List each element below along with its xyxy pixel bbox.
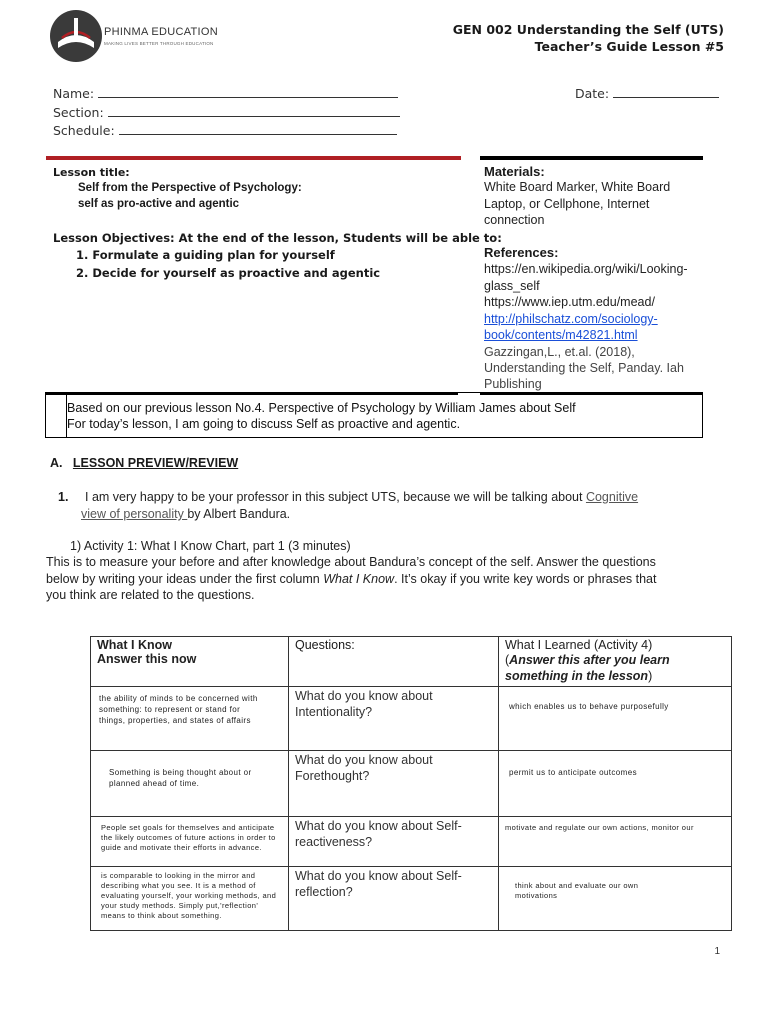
schedule-label: Schedule: xyxy=(53,123,115,138)
table-row xyxy=(91,687,732,751)
lesson-title-line2: self as pro-active and agentic xyxy=(78,198,240,210)
header-questions: Questions: xyxy=(289,637,499,687)
learned-cell[interactable] xyxy=(499,867,732,931)
intro-box-divider xyxy=(66,392,67,438)
learned-answer: permit us to anticipate outcomes xyxy=(509,768,637,777)
reference-wiki-line1[interactable]: https://en.wikipedia.org/wiki/Looking- xyxy=(484,262,688,276)
question-text: What do you know about Forethought? xyxy=(295,753,433,783)
know-answer: People set goals for themselves and anticipate the likely outcomes of future actions in order to guide and motivate their efforts in advance. xyxy=(101,823,276,852)
materials-line: connection xyxy=(484,213,545,227)
question-cell xyxy=(289,867,499,931)
table-row xyxy=(91,751,732,817)
kwl-table xyxy=(90,636,732,931)
question-cell xyxy=(289,817,499,867)
know-cell[interactable] xyxy=(91,867,289,931)
materials-line: Laptop, or Cellphone, Internet xyxy=(484,197,650,211)
section-a-letter: A. xyxy=(50,456,63,470)
reference-book-line2: Understanding the Self, Panday. Iah xyxy=(484,361,684,375)
materials-heading: Materials: xyxy=(484,164,545,179)
header-what-i-learned xyxy=(499,637,732,687)
question-text: What do you know about Self-reflection? xyxy=(295,869,462,899)
reference-iep-link[interactable]: https://www.iep.utm.edu/mead/ xyxy=(484,295,655,309)
reference-philschatz-link-line1[interactable]: http://philschatz.com/sociology- xyxy=(484,312,658,326)
name-input-line[interactable] xyxy=(98,86,398,98)
know-cell[interactable] xyxy=(91,687,289,751)
logo-tagline: MAKING LIVES BETTER THROUGH EDUCATION xyxy=(104,41,214,46)
paragraph-number: 1. xyxy=(58,490,69,504)
reference-wiki-line2[interactable]: glass_self xyxy=(484,279,540,293)
references-heading: References: xyxy=(484,245,559,260)
know-cell[interactable] xyxy=(91,817,289,867)
question-cell xyxy=(289,751,499,817)
paragraph1-text: I am very happy to be your professor in this subject UTS, because we will be talking about xyxy=(85,490,586,504)
know-cell[interactable] xyxy=(91,751,289,817)
activity-line1: This is to measure your before and after knowledge about Bandura’s concept of the self. Answer the questions xyxy=(46,555,656,569)
section-input-line[interactable] xyxy=(108,105,400,117)
header-know-line2: Answer this now xyxy=(97,652,197,666)
table-row xyxy=(91,817,732,867)
learned-answer: which enables us to behave purposefully xyxy=(509,702,669,711)
materials-divider-black xyxy=(480,156,703,160)
paragraph1-line2 xyxy=(81,507,290,521)
name-field[interactable] xyxy=(53,86,398,101)
logo-name: PHINMA EDUCATION xyxy=(104,26,218,38)
schedule-input-line[interactable] xyxy=(119,123,397,135)
section-a-heading xyxy=(50,456,238,470)
learned-cell[interactable] xyxy=(499,687,732,751)
date-input-line[interactable] xyxy=(613,86,719,98)
activity-line2-b: . It’s okay if you write key words or phrases that xyxy=(394,572,657,586)
header-learned-em: Answer this after you learn something in the lesson xyxy=(505,653,670,683)
activity-heading: 1) Activity 1: What I Know Chart, part 1 (3 minutes) xyxy=(70,539,351,553)
question-text: What do you know about Self-reactiveness? xyxy=(295,819,462,849)
know-answer: the ability of minds to be concerned with something: to represent or stand for things, properties, and states of affairs xyxy=(99,694,258,725)
objective-item: 2. Decide for yourself as proactive and agentic xyxy=(76,266,381,280)
reference-philschatz-link-line2[interactable]: book/contents/m42821.html xyxy=(484,328,638,342)
learned-answer: think about and evaluate our own motivations xyxy=(515,881,639,900)
header-learned-close: ) xyxy=(648,669,653,683)
learned-answer: motivate and regulate our own actions, monitor our xyxy=(505,823,694,832)
reference-book-line1: Gazzingan,L., et.al. (2018), xyxy=(484,345,635,359)
schedule-field[interactable] xyxy=(53,123,397,138)
date-field[interactable] xyxy=(575,86,719,101)
section-field[interactable] xyxy=(53,105,400,120)
intro-line1: Based on our previous lesson No.4. Perspective of Psychology by William James about Self xyxy=(67,401,576,415)
lesson-title-label: Lesson title: xyxy=(53,166,130,179)
intro-box xyxy=(45,392,703,438)
guide-title: Teacher’s Guide Lesson #5 xyxy=(534,39,724,54)
page-number: 1 xyxy=(714,946,720,957)
paragraph1-line1 xyxy=(85,490,638,504)
name-label: Name: xyxy=(53,86,95,101)
lesson-title-line1: Self from the Perspective of Psychology: xyxy=(78,182,302,194)
learned-cell[interactable] xyxy=(499,751,732,817)
intro-line2: For today’s lesson, I am going to discuss Self as proactive and agentic. xyxy=(67,417,461,431)
know-answer: Something is being thought about or planned ahead of time. xyxy=(109,768,252,788)
reference-book-line3: Publishing xyxy=(484,377,542,391)
objective-item: 1. Formulate a guiding plan for yourself xyxy=(76,248,335,262)
phinma-emblem-icon xyxy=(48,8,104,64)
activity-line2 xyxy=(46,572,656,586)
question-cell xyxy=(289,687,499,751)
lesson-divider-red xyxy=(46,156,461,160)
activity-line2-a: below by writing your ideas under the first column xyxy=(46,572,324,586)
objectives-heading: Lesson Objectives: At the end of the lesson, Students will be able to: xyxy=(53,231,502,245)
date-label: Date: xyxy=(575,86,610,101)
cognitive-link-part2[interactable]: view of personality xyxy=(81,507,188,521)
activity-line2-em: What I Know xyxy=(323,572,395,586)
phinma-logo xyxy=(48,8,228,64)
table-header-row xyxy=(91,637,732,687)
section-a-title: LESSON PREVIEW/REVIEW xyxy=(72,456,239,470)
section-label: Section: xyxy=(53,105,104,120)
header-what-i-know xyxy=(91,637,289,687)
know-answer: is comparable to looking in the mirror and describing what you see. It is a method of evaluating yourself, your working methods, and your study methods. Simply put,'reflection' means to think about something. xyxy=(101,871,277,920)
question-text: What do you know about Intentionality? xyxy=(295,689,433,719)
activity-line3: you think are related to the questions. xyxy=(46,588,255,602)
header-learned-line1: What I Learned (Activity 4) xyxy=(505,638,653,652)
materials-line: White Board Marker, White Board xyxy=(484,180,671,194)
learned-cell[interactable] xyxy=(499,817,732,867)
course-title: GEN 002 Understanding the Self (UTS) xyxy=(452,22,724,37)
header-learned-open: ( xyxy=(505,653,510,667)
table-row xyxy=(91,867,732,931)
cognitive-link-part1[interactable]: Cognitive xyxy=(585,490,639,504)
header-know-line1: What I Know xyxy=(97,638,172,652)
paragraph1-text-end: by Albert Bandura. xyxy=(187,507,291,521)
